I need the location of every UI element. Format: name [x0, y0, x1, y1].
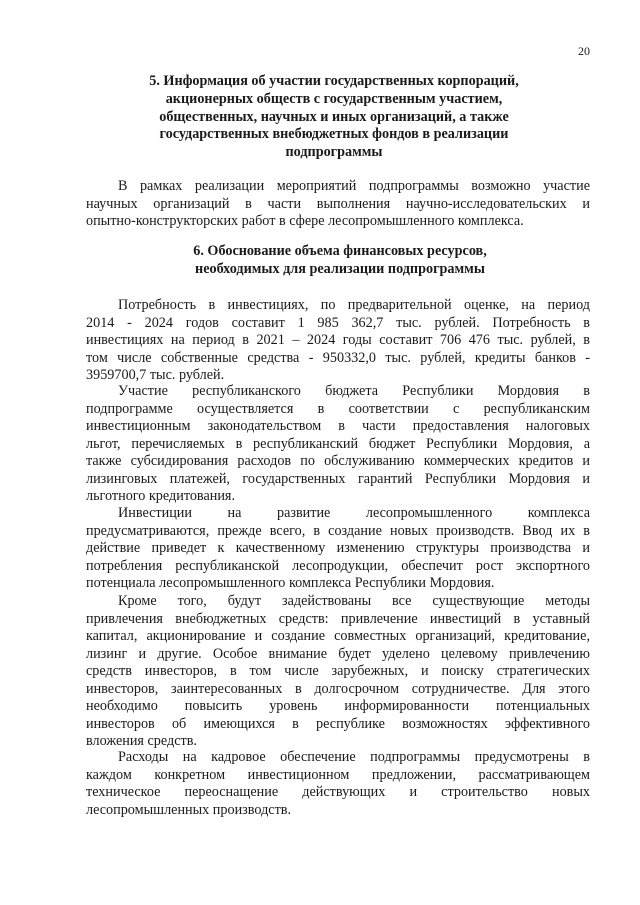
paragraph-staffing-costs: [86, 749, 590, 819]
text-line: том числе собственные средства - 950332,0 тыс. рублей, кредиты банков -: [86, 349, 590, 366]
section-5-paragraph: [86, 178, 590, 231]
text-line: инвестиционным законодательством в части предоставления налоговых: [86, 418, 590, 434]
text-line: В рамках реализации мероприятий подпрограммы возможно участие: [118, 178, 590, 194]
text-line: потребления республиканской лесопродукции, обеспечит рост экспортного: [86, 557, 590, 574]
text-line: льгот, перечисляемых в республиканский бюджет Республики Мордовия, а: [86, 435, 590, 452]
text-line: привлечения внебюджетных средств: привлечение инвестиций в уставный: [86, 610, 590, 627]
text-line: Расходы на кадровое обеспечение подпрограммы предусмотрены в: [118, 749, 590, 765]
heading-line: подпрограммы: [285, 144, 383, 161]
text-line: лизинговых платежей, государственных гарантий Республики Мордовия и: [86, 470, 590, 487]
text-line: предусматриваются, прежде всего, в создание новых производств. Ввод их в: [86, 522, 590, 539]
text-line: действие приведет к качественному изменению структуры производства и: [86, 540, 590, 556]
text-line: потенциала лесопромышленного комплекса Республики Мордовия.: [86, 575, 495, 591]
text-line: средств инвесторов, в том числе зарубежных, и поиску стратегических: [86, 663, 590, 679]
text-line: инвестициях на период в 2021 – 2024 годы составит 706 476 тыс. рублей, в: [86, 332, 590, 348]
heading-line: 6. Обоснование объема финансовых ресурсов,: [193, 243, 487, 259]
text-line: каждом конкретном инвестиционном предложении, рассматривающем: [86, 766, 590, 783]
text-line: инвесторов об имеющихся в республике возможностях эффективного: [86, 715, 590, 732]
text-line: Потребность в инвестициях, по предварительной оценке, на период: [118, 297, 590, 313]
text-line: 2014 - 2024 годов составит 1 985 362,7 тыс. рублей. Потребность в: [86, 314, 590, 331]
heading-line: общественных, научных и иных организаций, а также: [159, 108, 509, 125]
text-line: научных организаций в части выполнения научно-исследовательских и: [86, 195, 590, 212]
text-line: лизинг и другие. Особое внимание будет уделено целевому привлечению: [86, 645, 590, 662]
text-line: также субсидирования расходов по обслуживанию коммерческих кредитов и: [86, 453, 590, 469]
text-line: опытно-конструкторских работ в сфере лесопромышленного комплекса.: [86, 213, 524, 229]
heading-line: государственных внебюджетных фондов в реализации: [159, 126, 509, 143]
text-line: Участие республиканского бюджета Республики Мордовия в: [118, 383, 590, 399]
text-line: необходимо повысить уровень информированности потенциальных: [86, 698, 590, 714]
paragraph-budget-participation: [86, 383, 590, 506]
text-line: вложения средств.: [86, 733, 197, 749]
heading-line: акционерных обществ с государственным участием,: [165, 90, 503, 107]
page-number: 20: [578, 44, 590, 58]
text-line: 3959700,7 тыс. рублей.: [86, 367, 225, 383]
paragraph-investment-need: [86, 297, 590, 385]
text-line: льготного кредитования.: [86, 488, 235, 504]
section-5-heading: [112, 73, 556, 162]
heading-line: 5. Информация об участии государственных корпораций,: [149, 73, 519, 89]
paragraph-extrabudgetary-methods: [86, 593, 590, 751]
section-6-heading: [130, 243, 550, 279]
text-line: Кроме того, будут задействованы все существующие методы: [118, 593, 590, 609]
text-line: лесопромышленных производств.: [86, 801, 292, 818]
heading-line: необходимых для реализации подпрограммы: [195, 260, 485, 277]
text-line: капитал, акционирование и создание совместных организаций, кредитование,: [86, 628, 590, 644]
text-line: инвесторов, заинтересованных в долгосрочном сотрудничестве. Для этого: [86, 680, 590, 697]
text-line: Инвестиции на развитие лесопромышленного комплекса: [118, 505, 590, 521]
text-line: техническое переоснащение действующих и строительство новых: [86, 784, 590, 800]
paragraph-investments: [86, 505, 590, 593]
text-line: подпрограмме осуществляется в соответствии с республиканским: [86, 400, 590, 417]
